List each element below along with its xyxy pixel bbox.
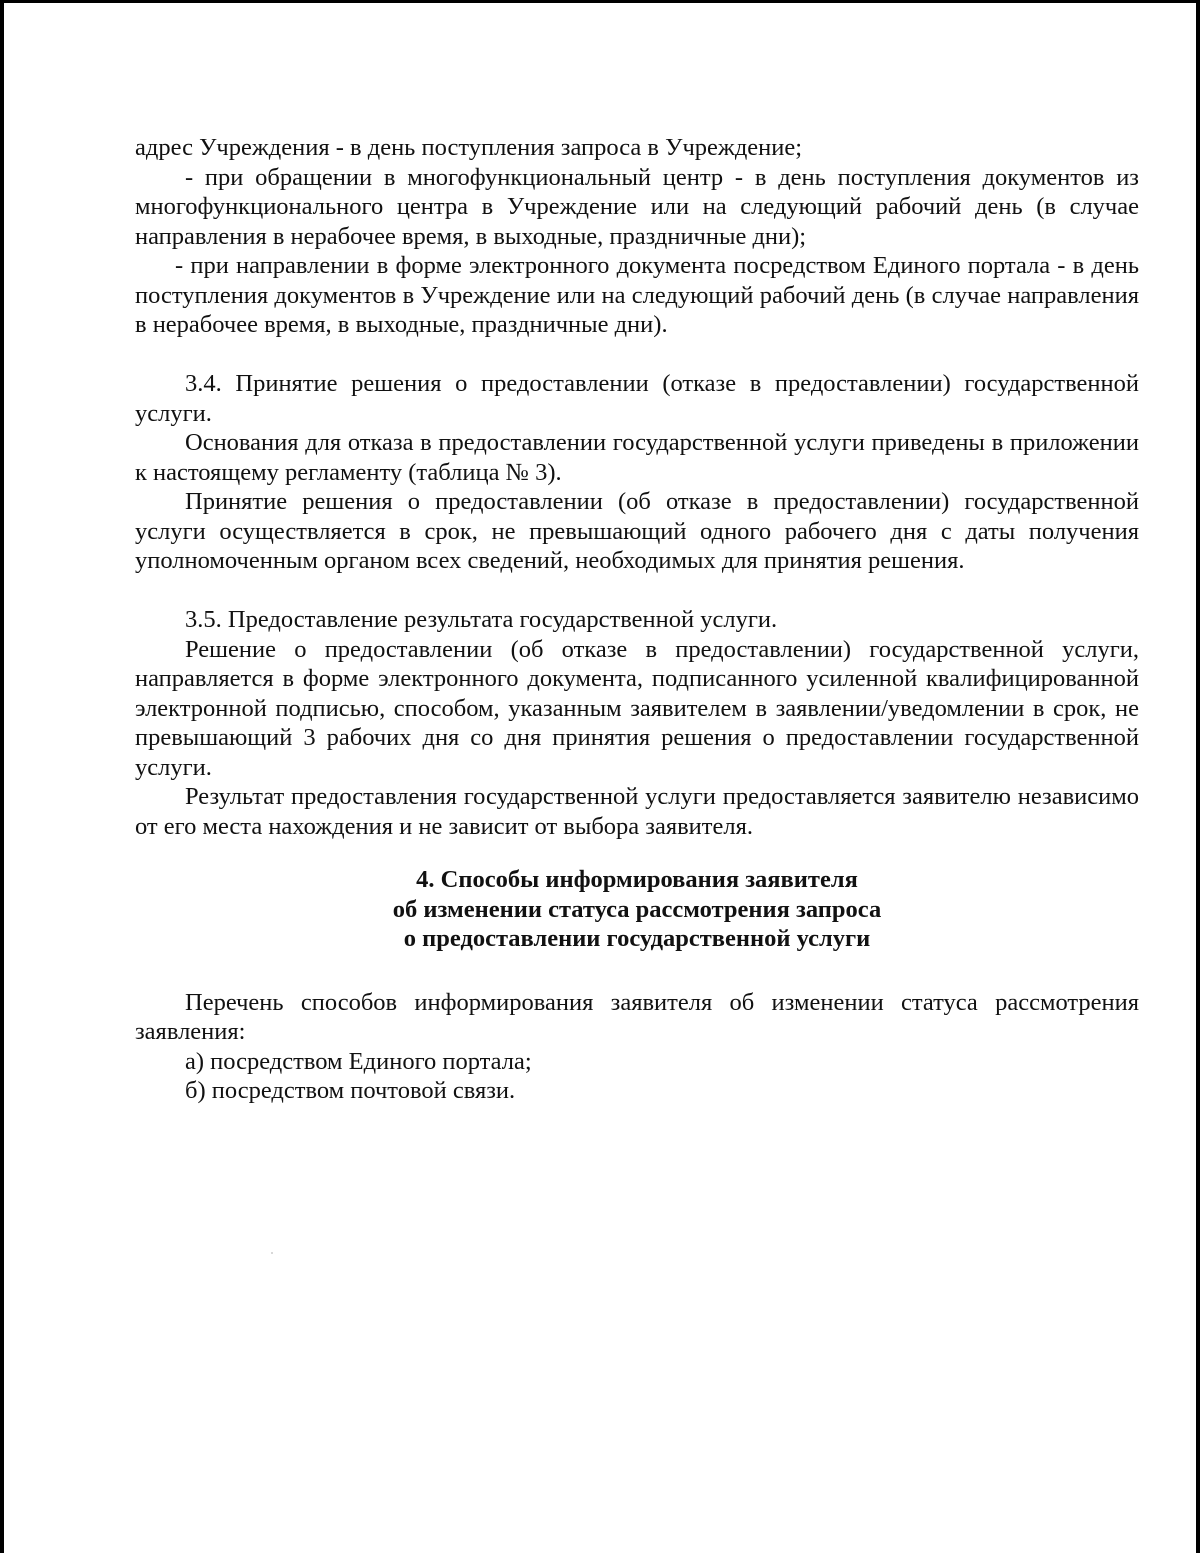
section-4-item-a: а) посредством Единого портала; [185, 1047, 532, 1075]
scan-speck [271, 1252, 273, 1254]
section-3-4-title: 3.4. Принятие решения о предоставлении (отказе в предоставлении) государственной услуги. [135, 370, 1139, 427]
document-body [135, 133, 1139, 1106]
spacer [135, 847, 1139, 865]
section-3-5-para1: Решение о предоставлении (об отказе в предоставлении) государственной услуги, направляется в форме электронного документа, подписанного усиленной квалифицированной электронной подписью, способом, указанным заявителем в заявлении/уведомлении в срок, не превышающий 3 рабочих дня со дня принятия решения о предоставлении государственной услуги. [135, 635, 1139, 781]
section-3-5-title: 3.5. Предоставление результата государственной услуги. [185, 606, 778, 633]
section-4-heading-line3: о предоставлении государственной услуги [403, 925, 871, 952]
section-4-intro: Перечень способов информирования заявителя об изменении статуса рассмотрения заявления: [135, 988, 1139, 1045]
continuation-line: адрес Учреждения - в день поступления запроса в Учреждение; [135, 134, 803, 161]
section-4-heading-line1: 4. Способы информирования заявителя [416, 866, 858, 893]
spacer [135, 954, 1139, 988]
bullet-portal: - при направлении в форме электронного документа посредством Единого портала - в день поступления документов в Учреждение или на следующий рабочий день (в случае направления в нерабочее время, в выходные, праздничные дни). [135, 252, 1139, 338]
scan-border-right [1196, 0, 1200, 1553]
bullet-mfc: - при обращении в многофункциональный центр - в день поступления документов из многофункционального центра в Учреждение или на следующий рабочий день (в случае направления в нерабочее время, в выходные, праздничные дни); [135, 163, 1139, 250]
section-3-4-para1: Основания для отказа в предоставлении государственной услуги приведены в приложении к настоящему регламенту (таблица № 3). [135, 429, 1139, 486]
section-3-5-para2: Результат предоставления государственной услуги предоставляется заявителю независимо от его места нахождения и не зависит от выбора заявителя. [135, 783, 1139, 840]
spacer [135, 340, 1139, 370]
spacer [135, 576, 1139, 606]
section-3-4-para2: Принятие решения о предоставлении (об отказе в предоставлении) государственной услуги осуществляется в срок, не превышающий одного рабочего дня с даты получения уполномоченным органом всех сведений, необходимых для принятия решения. [135, 488, 1139, 574]
section-4-heading-line2: об изменении статуса рассмотрения запроса [392, 895, 882, 923]
scan-border-top [0, 0, 1200, 3]
section-4-heading [135, 847, 1139, 954]
section-4-item-b: б) посредством почтовой связи. [185, 1077, 516, 1104]
scan-border-left [0, 0, 4, 1553]
